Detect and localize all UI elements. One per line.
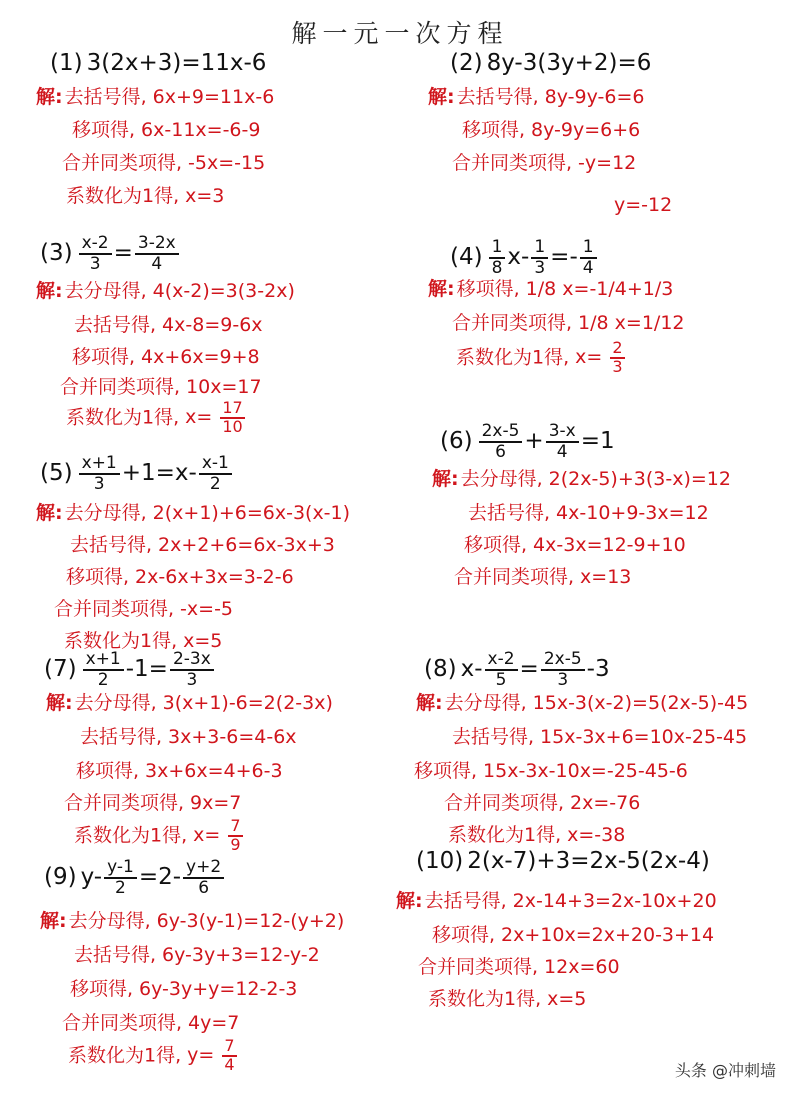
- step: 解: 去分母得, 4(x-2)=3(3-2x): [36, 280, 295, 302]
- problem-2-equation: (2) 8y-3(3y+2)=6: [450, 50, 652, 76]
- step: 系数化为1得, x=3: [66, 185, 225, 207]
- step: 合并同类项得, 12x=60: [418, 956, 620, 978]
- step: 解: 去分母得, 2(x+1)+6=6x-3(x-1): [36, 502, 351, 524]
- step: 合并同类项得, 9x=7: [64, 792, 242, 814]
- step: 解: 去括号得, 6x+9=11x-6: [36, 86, 275, 108]
- step: 移项得, 6y-3y+y=12-2-3: [70, 978, 298, 1000]
- step: 去括号得, 4x-10+9-3x=12: [468, 502, 709, 524]
- step: 移项得, 2x-6x+3x=3-2-6: [66, 566, 294, 588]
- step: y=-12: [614, 194, 673, 216]
- step: 去括号得, 2x+2+6=6x-3x+3: [70, 534, 335, 556]
- step: 解: 去分母得, 6y-3(y-1)=12-(y+2): [40, 910, 345, 932]
- step: 合并同类项得, 4y=7: [62, 1012, 240, 1034]
- step: 去括号得, 6y-3y+3=12-y-2: [74, 944, 320, 966]
- problem-9-equation: (9) y- $\frac{y-1}{2}$ =2- $\frac{y+2}{6}$: [44, 858, 226, 897]
- step: 系数化为1得, y= $\frac{7}{4}$: [68, 1036, 235, 1074]
- step: 系数化为1得, x=-38: [448, 824, 626, 846]
- step: 去括号得, 4x-8=9-6x: [74, 314, 263, 336]
- step: 合并同类项得, 2x=-76: [444, 792, 641, 814]
- step: 去括号得, 15x-3x+6=10x-25-45: [452, 726, 748, 748]
- step: 移项得, 8y-9y=6+6: [462, 119, 641, 141]
- step: 移项得, 6x-11x=-6-9: [72, 119, 261, 141]
- step: 系数化为1得, x= $\frac{17}{10}$: [66, 398, 243, 436]
- problem-3-equation: (3) $\frac{x-2}{3}$ = $\frac{3-2x}{4}$: [40, 234, 181, 273]
- step: 移项得, 15x-3x-10x=-25-45-6: [414, 760, 688, 782]
- step: 解: 去分母得, 15x-3(x-2)=5(2x-5)-45: [416, 692, 749, 714]
- step: 合并同类项得, 10x=17: [60, 376, 262, 398]
- step: 系数化为1得, x= $\frac{2}{3}$: [456, 338, 623, 376]
- step: 解: 去分母得, 3(x+1)-6=2(2-3x): [46, 692, 333, 714]
- step: 合并同类项得, 1/8 x=1/12: [452, 312, 685, 334]
- problem-10-equation: (10) 2(x-7)+3=2x-5(2x-4): [416, 848, 710, 874]
- step: 解: 移项得, 1/8 x=-1/4+1/3: [428, 278, 674, 300]
- step: 合并同类项得, -y=12: [452, 152, 637, 174]
- step: 移项得, 4x+6x=9+8: [72, 346, 260, 368]
- step: 移项得, 3x+6x=4+6-3: [76, 760, 283, 782]
- step: 移项得, 4x-3x=12-9+10: [464, 534, 686, 556]
- problem-5-equation: (5) $\frac{x+1}{3}$ +1=x- $\frac{x-1}{2}$: [40, 454, 234, 493]
- step: 解: 去括号得, 2x-14+3=2x-10x+20: [396, 890, 717, 912]
- problem-1-equation: (1) 3(2x+3)=11x-6: [50, 50, 267, 76]
- problem-4-equation: (4) $\frac{1}{8}$ x- $\frac{1}{3}$ =- $\frac{1}{4}$: [450, 238, 599, 277]
- page-title: 解一元一次方程: [291, 19, 509, 48]
- step: 系数化为1得, x=5: [428, 988, 587, 1010]
- step: 合并同类项得, -5x=-15: [62, 152, 266, 174]
- problem-8-equation: (8) x- $\frac{x-2}{5}$ = $\frac{2x-5}{3}$ -3: [424, 649, 610, 690]
- watermark: 头条 @冲刺墙: [669, 1056, 782, 1083]
- problem-6-equation: (6) $\frac{2x-5}{6}$ + $\frac{3-x}{4}$ =1: [440, 421, 615, 462]
- step: 移项得, 2x+10x=2x+20-3+14: [432, 924, 715, 946]
- step: 去括号得, 3x+3-6=4-6x: [80, 726, 297, 748]
- problem-7-equation: (7) $\frac{x+1}{2}$ -1= $\frac{2-3x}{3}$: [44, 650, 216, 689]
- step: 合并同类项得, x=13: [454, 566, 632, 588]
- step: 系数化为1得, x= $\frac{7}{9}$: [74, 816, 241, 854]
- step: 系数化为1得, x=5: [64, 630, 223, 652]
- step: 合并同类项得, -x=-5: [54, 598, 234, 620]
- step: 解: 去分母得, 2(2x-5)+3(3-x)=12: [432, 468, 731, 490]
- step: 解: 去括号得, 8y-9y-6=6: [428, 86, 645, 108]
